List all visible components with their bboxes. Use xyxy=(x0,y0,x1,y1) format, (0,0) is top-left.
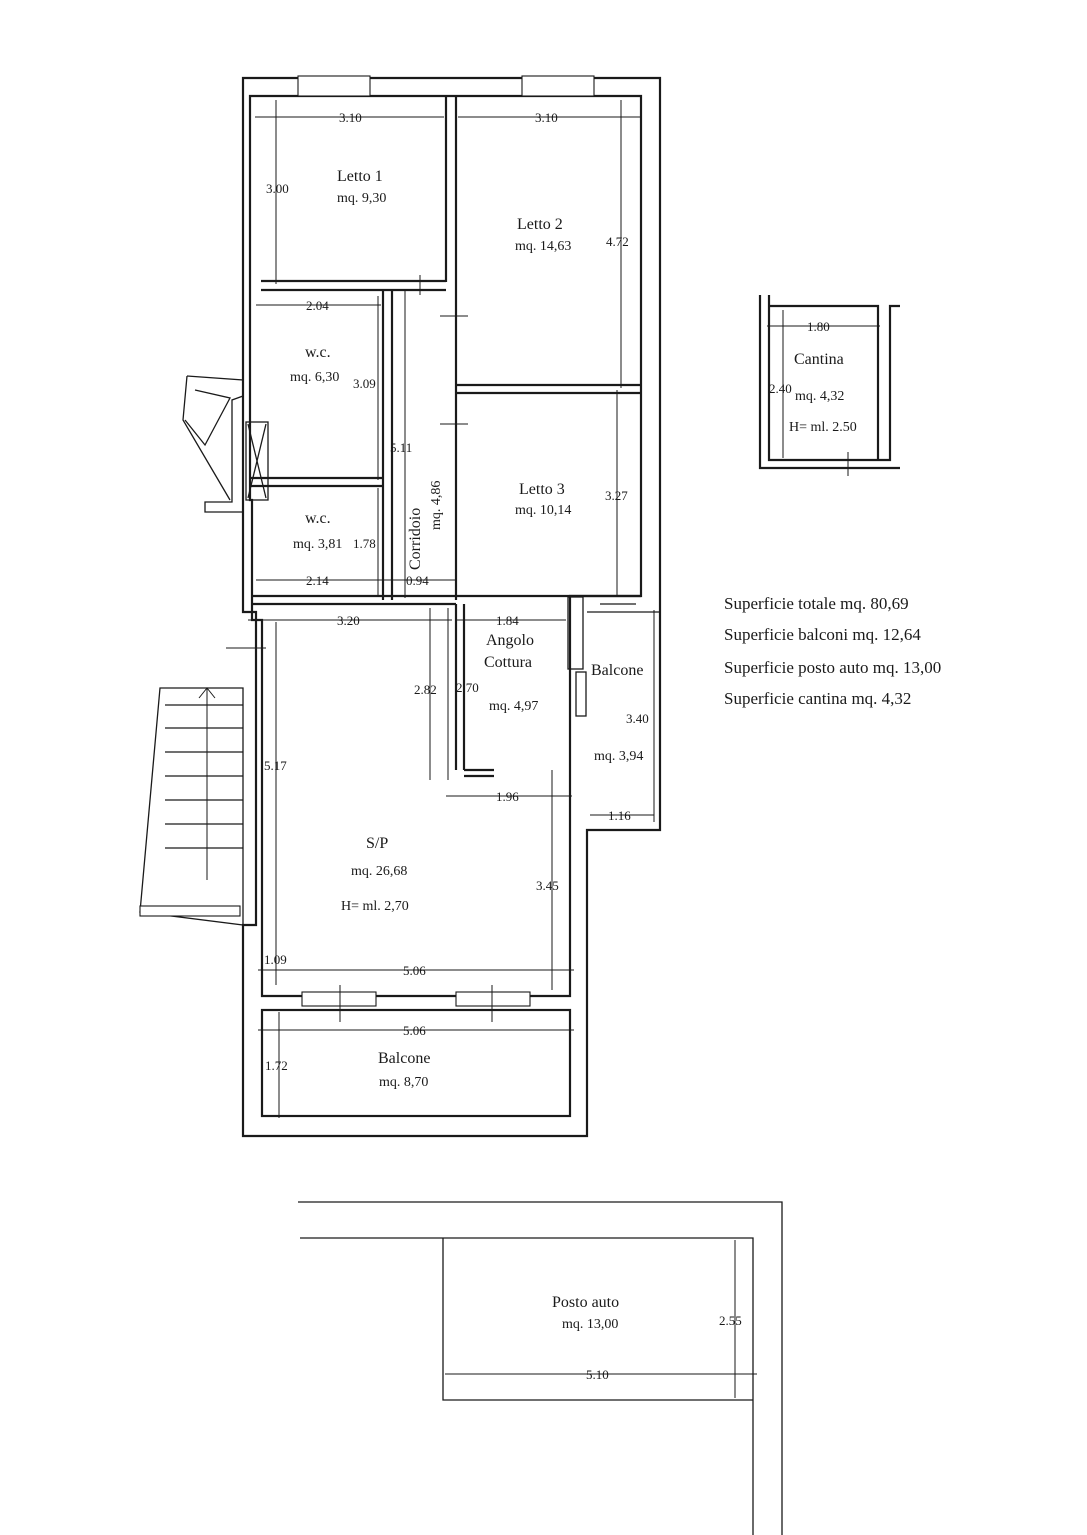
soggiorno-area: mq. 26,68 xyxy=(351,864,408,879)
interior-walls xyxy=(250,96,660,830)
letto3-area: mq. 10,14 xyxy=(515,503,572,518)
window-top-right xyxy=(522,76,594,96)
summary-totale: Superficie totale mq. 80,69 xyxy=(724,594,909,613)
window-top-left xyxy=(298,76,370,96)
cantina-name: Cantina xyxy=(794,351,844,368)
dim-balcone-lat-depth: 3.40 xyxy=(626,711,649,726)
soggiorno-height: H= ml. 2,70 xyxy=(341,899,409,914)
dim-cantina-depth: 2.40 xyxy=(769,381,792,396)
apartment-outline xyxy=(243,76,660,1136)
dimension-labels xyxy=(264,110,830,1382)
surface-summary xyxy=(724,594,941,708)
dimension-lines xyxy=(248,100,654,1118)
dim-corridoio-width: 0.94 xyxy=(406,573,429,588)
balcone-area: mq. 8,70 xyxy=(379,1075,429,1090)
wc2-name: w.c. xyxy=(305,510,331,527)
wc2-area: mq. 3,81 xyxy=(293,537,343,552)
letto1-area: mq. 9,30 xyxy=(337,191,387,206)
dim-posto-auto-depth: 2.55 xyxy=(719,1313,742,1328)
cantina-height: H= ml. 2.50 xyxy=(789,420,857,435)
dim-wc1-width: 2.04 xyxy=(306,298,329,313)
dim-soggiorno-depth: 5.17 xyxy=(264,758,287,773)
angolo-area: mq. 4,97 xyxy=(489,699,539,714)
balcone-lat-area: mq. 3,94 xyxy=(594,749,644,764)
dim-letto2-depth: 4.72 xyxy=(606,234,629,249)
balcone-name: Balcone xyxy=(378,1050,431,1067)
dim-cantina-width: 1.80 xyxy=(807,319,830,334)
balcone-lat-name: Balcone xyxy=(591,662,644,679)
posto-auto-plan xyxy=(298,1202,782,1535)
dim-soggiorno-width: 5.06 xyxy=(403,963,426,978)
window-bottom-left xyxy=(302,992,376,1006)
summary-cantina: Superficie cantina mq. 4,32 xyxy=(724,689,912,708)
dim-angolo-depth-a: 2.82 xyxy=(414,682,437,697)
letto1-name: Letto 1 xyxy=(337,168,383,185)
summary-posto-auto: Superficie posto auto mq. 13,00 xyxy=(724,658,942,677)
soggiorno-name: S/P xyxy=(366,835,389,852)
dim-letto3-depth: 3.27 xyxy=(605,488,628,503)
dim-angolo-bottom: 1.96 xyxy=(496,789,519,804)
dim-balcone-lat-width: 1.16 xyxy=(608,808,631,823)
dim-wc2-depth: 1.78 xyxy=(353,536,376,551)
dim-soggiorno-depth-b: 3.45 xyxy=(536,878,559,893)
dim-wc1-depth: 3.09 xyxy=(353,376,376,391)
dim-balcone-depth: 1.72 xyxy=(265,1058,288,1073)
staircase xyxy=(140,376,268,925)
dim-soggiorno-width-top: 3.20 xyxy=(337,613,360,628)
cantina-area: mq. 4,32 xyxy=(795,389,845,404)
dim-entry-width: 1.09 xyxy=(264,952,287,967)
dim-posto-auto-width: 5.10 xyxy=(586,1367,609,1382)
wc1-name: w.c. xyxy=(305,344,331,361)
posto-auto-name: Posto auto xyxy=(552,1294,620,1311)
posto-auto-area: mq. 13,00 xyxy=(562,1317,619,1332)
dim-letto2-width: 3.10 xyxy=(535,110,558,125)
dim-letto1-depth: 3.00 xyxy=(266,181,289,196)
corridoio-name: Corridoio xyxy=(407,507,424,570)
summary-balconi: Superficie balconi mq. 12,64 xyxy=(724,625,921,644)
wc1-area: mq. 6,30 xyxy=(290,370,340,385)
dim-angolo-width: 1.84 xyxy=(496,613,519,628)
window-bottom-right xyxy=(456,992,530,1006)
letto3-name: Letto 3 xyxy=(519,481,565,498)
dim-letto1-width: 3.10 xyxy=(339,110,362,125)
letto2-area: mq. 14,63 xyxy=(515,239,572,254)
dim-angolo-depth-b: 2.70 xyxy=(456,680,479,695)
dim-corridoio-len: 5.11 xyxy=(390,440,413,455)
room-labels xyxy=(290,168,857,1332)
letto2-name: Letto 2 xyxy=(517,216,563,233)
dim-balcone-width: 5.06 xyxy=(403,1023,426,1038)
dim-wc2-width: 2.14 xyxy=(306,573,329,588)
corridoio-area: mq. 4,86 xyxy=(429,480,444,530)
angolo-name-2: Cottura xyxy=(484,654,532,671)
angolo-name-1: Angolo xyxy=(486,632,534,649)
